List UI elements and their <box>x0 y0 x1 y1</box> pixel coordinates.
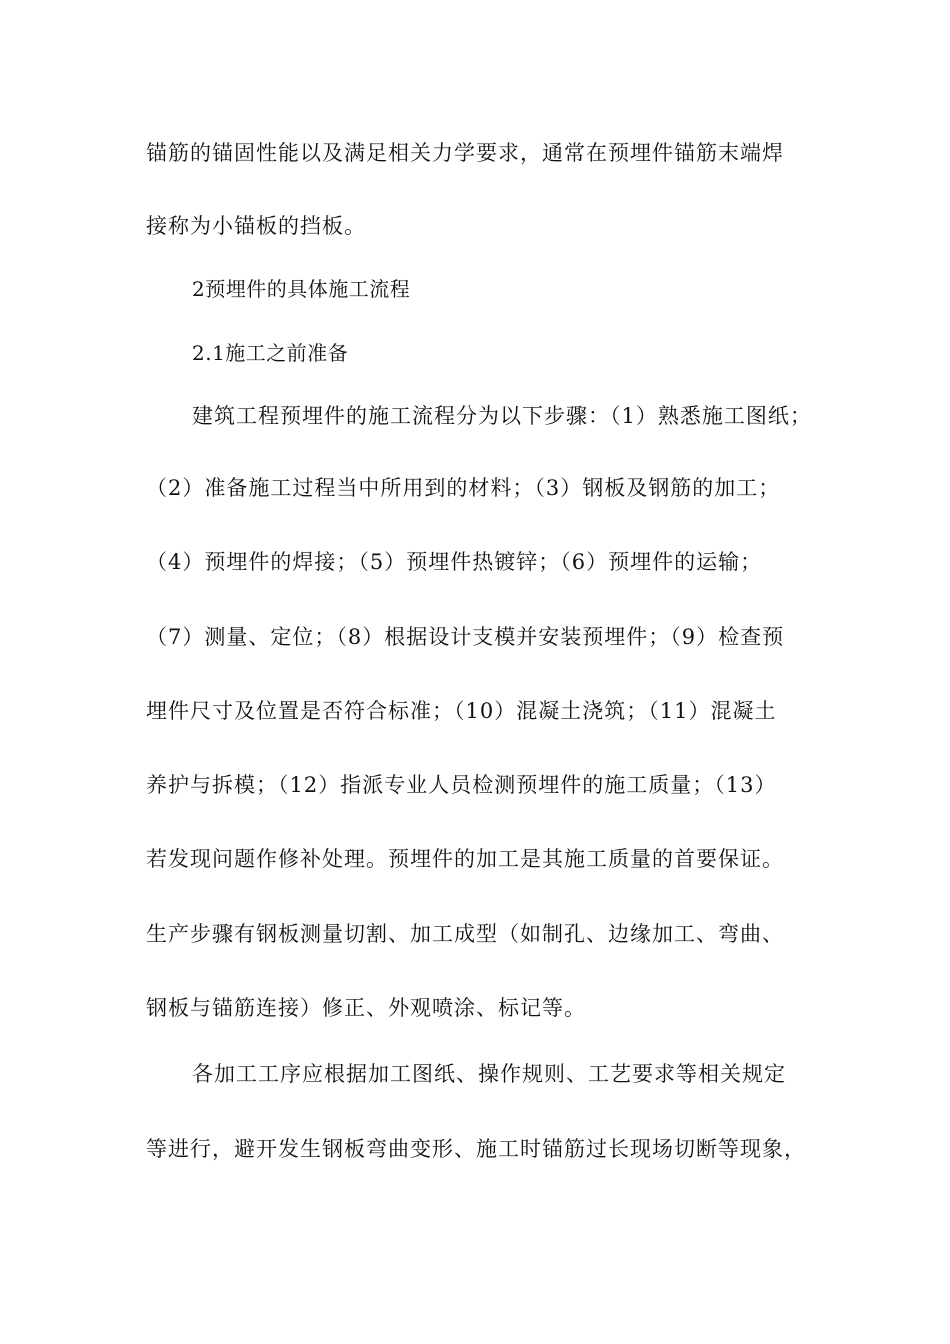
body-text-line: 埋件尺寸及位置是否符合标准；（10）混凝土浇筑；（11）混凝土 <box>146 699 777 723</box>
body-text-line: 养护与拆模；（12）指派专业人员检测预埋件的施工质量；（13） <box>146 773 777 797</box>
paragraph-first-line: 各加工工序应根据加工图纸、操作规则、工艺要求等相关规定 <box>192 1062 786 1086</box>
body-text-line: （4）预埋件的焊接；（5）预埋件热镀锌；（6）预埋件的运输； <box>146 550 763 574</box>
body-text-line: 生产步骤有钢板测量切割、加工成型（如制孔、边缘加工、弯曲、 <box>146 922 784 946</box>
subsection-heading: 2.1施工之前准备 <box>192 341 349 365</box>
paragraph-first-line: 建筑工程预埋件的施工流程分为以下步骤：（1）熟悉施工图纸； <box>192 404 812 428</box>
body-text-line: 接称为小锚板的挡板。 <box>146 214 366 238</box>
body-text-line: 等进行，避开发生钢板弯曲变形、施工时锚筋过长现场切断等现象， <box>146 1137 806 1161</box>
section-heading: 2预埋件的具体施工流程 <box>192 277 411 301</box>
body-text-line: 若发现问题作修补处理。预埋件的加工是其施工质量的首要保证。 <box>146 847 784 871</box>
body-text-line: （2）准备施工过程当中所用到的材料；（3）钢板及钢筋的加工； <box>146 476 781 500</box>
body-text-line: 锚筋的锚固性能以及满足相关力学要求，通常在预埋件锚筋末端焊 <box>146 141 784 165</box>
body-text-line: （7）测量、定位；（8）根据设计支模并安装预埋件；（9）检查预 <box>146 625 785 649</box>
body-text-line: 钢板与锚筋连接）修正、外观喷涂、标记等。 <box>146 996 586 1020</box>
